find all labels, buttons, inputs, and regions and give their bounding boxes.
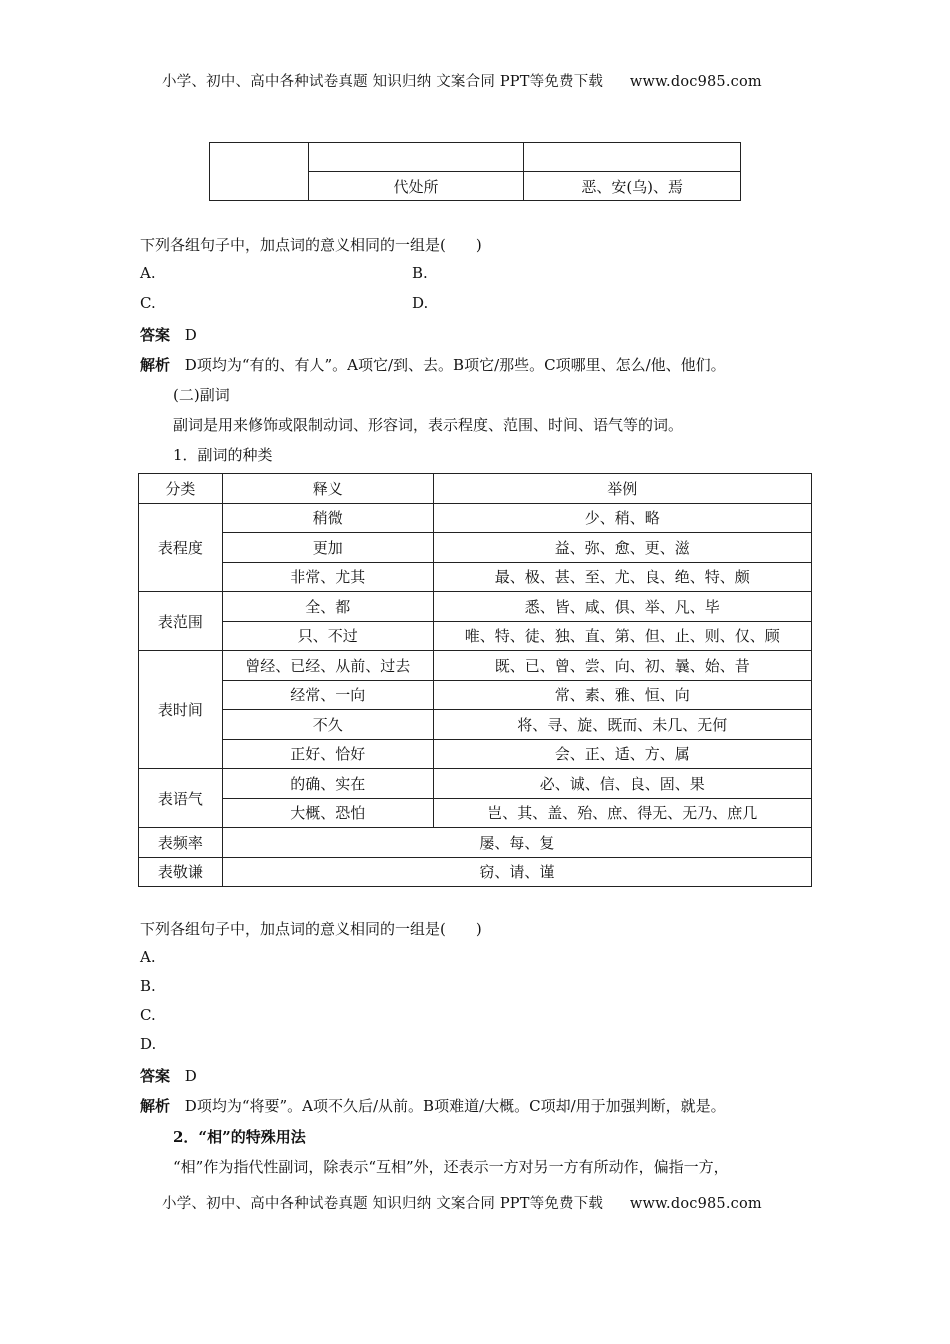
meaning-cell: 经常、一向 bbox=[222, 680, 433, 710]
top-table-cell bbox=[210, 143, 309, 201]
q1-option-a: A. bbox=[140, 264, 156, 282]
examples-cell: 益、弥、愈、更、滋 bbox=[433, 533, 811, 563]
q2-analysis bbox=[140, 1095, 726, 1116]
meaning-cell: 大概、恐怕 bbox=[222, 798, 433, 828]
top-table bbox=[209, 142, 741, 201]
header-category: 分类 bbox=[139, 474, 223, 504]
examples-cell: 少、稍、略 bbox=[433, 503, 811, 533]
header-examples: 举例 bbox=[433, 474, 811, 504]
examples-cell: 将、寻、旋、既而、未几、无何 bbox=[433, 710, 811, 740]
table-row bbox=[139, 562, 812, 592]
top-table-cell bbox=[524, 143, 741, 172]
table-row bbox=[139, 651, 812, 681]
examples-cell: 窃、请、谨 bbox=[222, 857, 811, 887]
q2-option-b: B. bbox=[140, 977, 156, 995]
table-row bbox=[139, 857, 812, 887]
section-xiang-text: “相”作为指代性副词，除表示“互相”外，还表示一方对另一方有所动作，偏指一方， bbox=[173, 1158, 729, 1176]
answer-label: 答案 bbox=[140, 326, 171, 344]
meaning-cell: 只、不过 bbox=[222, 621, 433, 651]
q2-answer bbox=[140, 1065, 197, 1086]
top-table-cell: 代处所 bbox=[308, 172, 524, 201]
table-row bbox=[139, 680, 812, 710]
category-cell: 表语气 bbox=[139, 769, 223, 828]
analysis-text: D项均为“有的、有人”。A项它/到、去。B项它/那些。C项哪里、怎么/他、他们。 bbox=[184, 356, 726, 374]
table-row bbox=[139, 621, 812, 651]
meaning-cell: 正好、恰好 bbox=[222, 739, 433, 769]
q1-option-d: D. bbox=[412, 294, 429, 312]
table-row bbox=[139, 739, 812, 769]
category-cell: 表敬谦 bbox=[139, 857, 223, 887]
examples-cell: 岂、其、盖、殆、庶、得无、无乃、庶几 bbox=[433, 798, 811, 828]
examples-cell: 常、素、雅、恒、向 bbox=[433, 680, 811, 710]
sub-heading-types: 1．副词的种类 bbox=[173, 446, 273, 464]
page-footer bbox=[162, 1192, 762, 1213]
meaning-cell: 曾经、已经、从前、过去 bbox=[222, 651, 433, 681]
table-row bbox=[139, 828, 812, 858]
table-row bbox=[139, 798, 812, 828]
section-heading-xiang: 2．“相”的特殊用法 bbox=[173, 1128, 306, 1146]
table-row bbox=[139, 533, 812, 563]
analysis-label: 解析 bbox=[140, 356, 171, 374]
answer-label: 答案 bbox=[140, 1067, 171, 1085]
q1-option-b: B. bbox=[412, 264, 428, 282]
examples-cell: 会、正、适、方、属 bbox=[433, 739, 811, 769]
examples-cell: 必、诚、信、良、固、果 bbox=[433, 769, 811, 799]
meaning-cell: 不久 bbox=[222, 710, 433, 740]
header-url: www.doc985.com bbox=[629, 74, 762, 90]
meaning-cell: 稍微 bbox=[222, 503, 433, 533]
answer-value: D bbox=[184, 326, 197, 344]
examples-cell: 最、极、甚、至、尤、良、绝、特、颇 bbox=[433, 562, 811, 592]
header-text: 小学、初中、高中各种试卷真题 知识归纳 文案合同 PPT等免费下载 bbox=[162, 74, 604, 90]
category-cell: 表范围 bbox=[139, 592, 223, 651]
table-row bbox=[139, 769, 812, 799]
table-row bbox=[139, 592, 812, 622]
analysis-label: 解析 bbox=[140, 1097, 171, 1115]
q1-answer bbox=[140, 324, 197, 345]
answer-value: D bbox=[184, 1067, 197, 1085]
meaning-cell: 非常、尤其 bbox=[222, 562, 433, 592]
meaning-cell: 的确、实在 bbox=[222, 769, 433, 799]
q1-analysis bbox=[140, 354, 726, 375]
category-cell: 表时间 bbox=[139, 651, 223, 769]
q2-option-d: D. bbox=[140, 1035, 157, 1053]
table-header-row bbox=[139, 474, 812, 504]
table-row bbox=[139, 710, 812, 740]
top-table-cell bbox=[308, 143, 524, 172]
meaning-cell: 更加 bbox=[222, 533, 433, 563]
section-heading-adverb: (二)副词 bbox=[173, 386, 230, 404]
table-row bbox=[139, 503, 812, 533]
examples-cell: 悉、皆、咸、俱、举、凡、毕 bbox=[433, 592, 811, 622]
q2-option-c: C. bbox=[140, 1006, 156, 1024]
q1-stem: 下列各组句子中，加点词的意义相同的一组是( ) bbox=[140, 236, 482, 254]
category-cell: 表频率 bbox=[139, 828, 223, 858]
examples-cell: 既、已、曾、尝、向、初、曩、始、昔 bbox=[433, 651, 811, 681]
q2-option-a: A. bbox=[140, 948, 156, 966]
top-table-cell: 恶、安(乌)、焉 bbox=[524, 172, 741, 201]
adverb-table bbox=[138, 473, 812, 887]
category-cell: 表程度 bbox=[139, 503, 223, 592]
examples-cell: 屡、每、复 bbox=[222, 828, 811, 858]
header-meaning: 释义 bbox=[222, 474, 433, 504]
footer-text: 小学、初中、高中各种试卷真题 知识归纳 文案合同 PPT等免费下载 bbox=[162, 1196, 604, 1212]
meaning-cell: 全、都 bbox=[222, 592, 433, 622]
section-intro: 副词是用来修饰或限制动词、形容词，表示程度、范围、时间、语气等的词。 bbox=[173, 416, 684, 434]
analysis-text: D项均为“将要”。A项不久后/从前。B项难道/大概。C项却/用于加强判断，就是。 bbox=[184, 1097, 726, 1115]
footer-url: www.doc985.com bbox=[629, 1196, 762, 1212]
examples-cell: 唯、特、徒、独、直、第、但、止、则、仅、顾 bbox=[433, 621, 811, 651]
q1-option-c: C. bbox=[140, 294, 156, 312]
page-header bbox=[162, 70, 762, 91]
q2-stem: 下列各组句子中，加点词的意义相同的一组是( ) bbox=[140, 920, 482, 938]
